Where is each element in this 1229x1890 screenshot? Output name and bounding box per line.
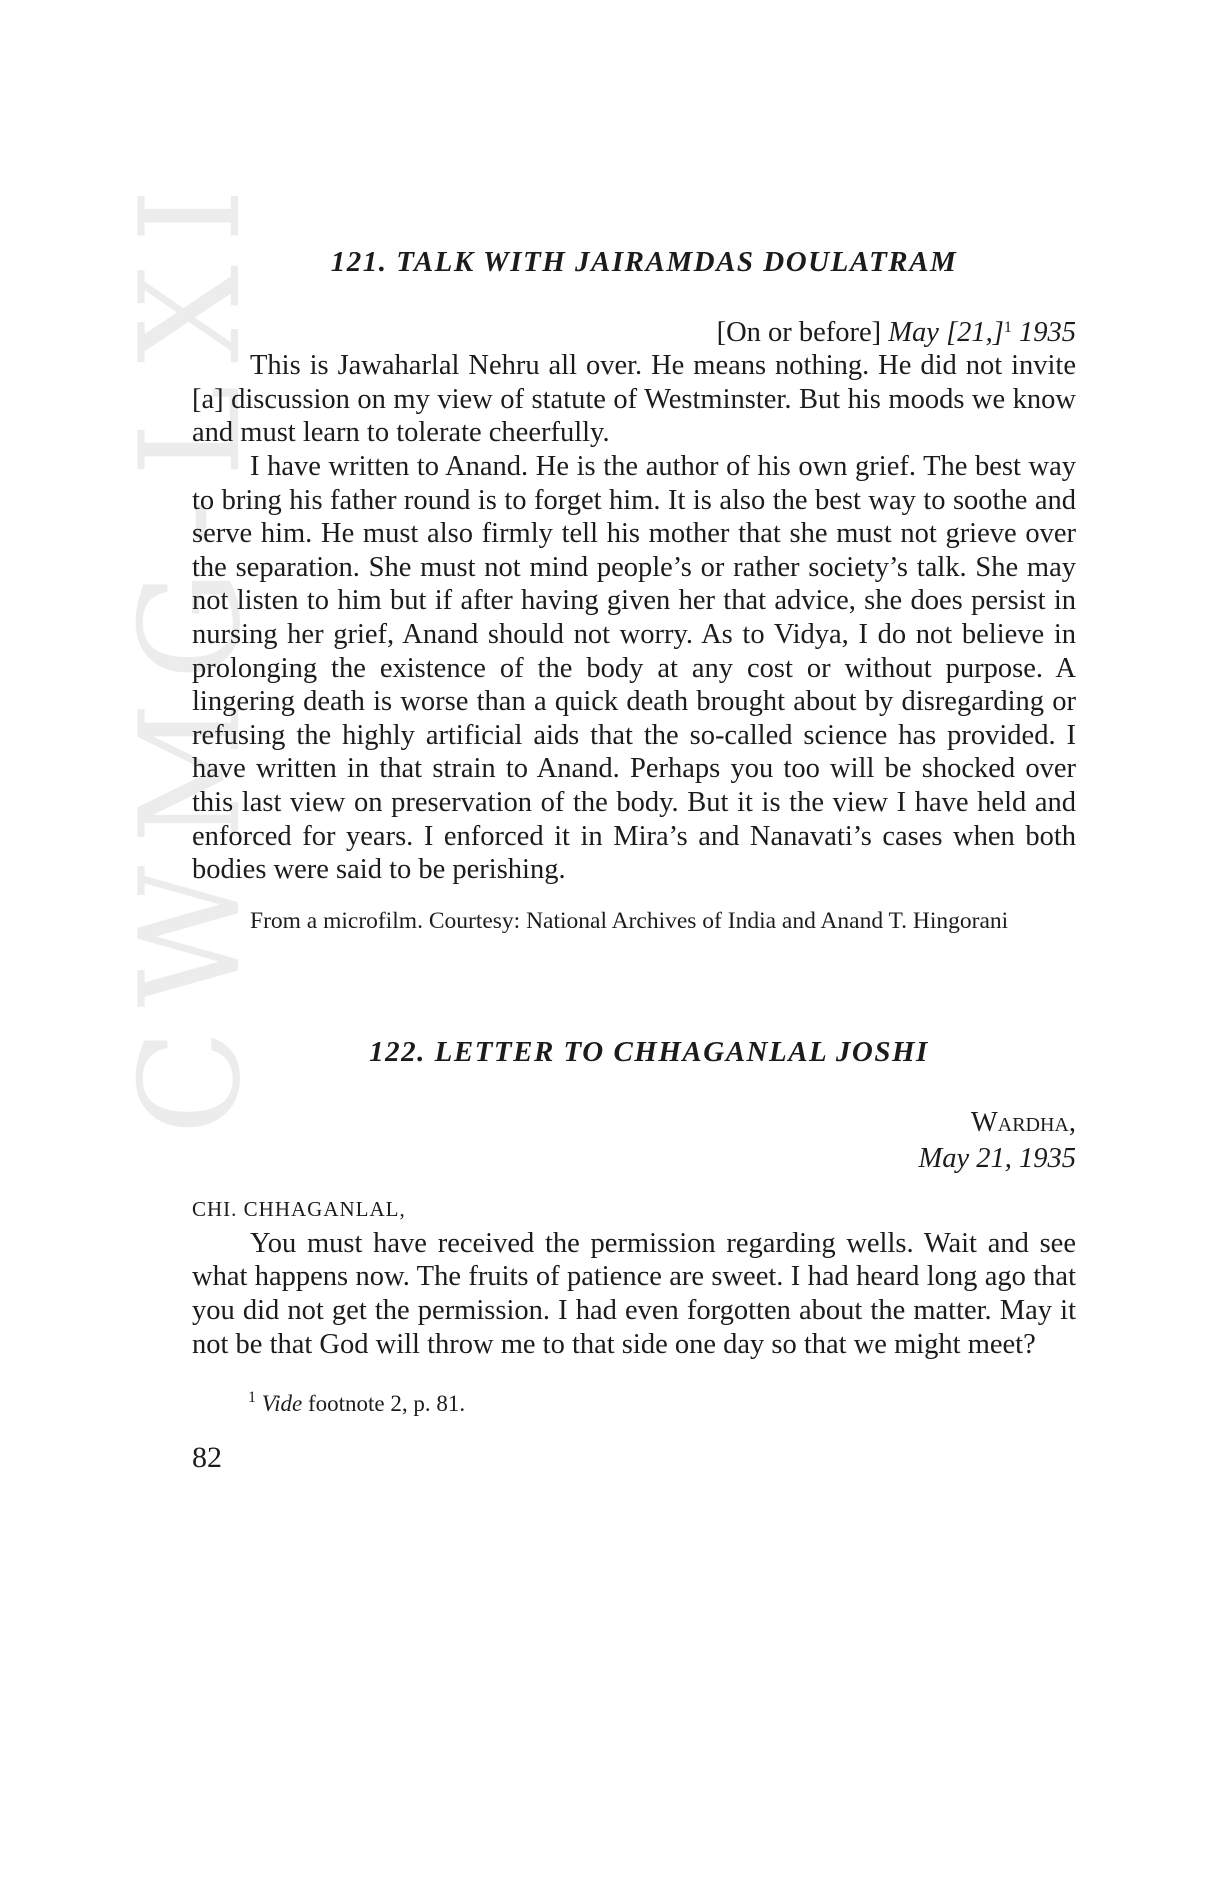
- section-121: [192, 246, 1076, 938]
- section-122: [192, 1036, 1076, 1362]
- section-heading: 121. TALK WITH JAIRAMDAS DOULATRAM: [330, 246, 958, 278]
- paragraph: You must have received the permission regarding wells. Wait and see what happens now. The fruits of patience are sweet. I had heard long ago that you did not get the permission. I had even forgotten about the matter. May it not be that God will throw me to that side one day so that we might meet?: [192, 1227, 1076, 1360]
- footnote-ref: 1: [1003, 318, 1012, 336]
- letter-date: May 21, 1935: [918, 1143, 1076, 1175]
- footnote-vide: Vide: [261, 1391, 303, 1417]
- dateline: [192, 316, 1076, 350]
- footnote-marker: 1: [248, 1389, 256, 1407]
- paragraph: This is Jawaharlal Nehru all over. He means nothing. He did not invite [a] discussion on my view of statute of Westminster. But his moods we know and must learn to tolerate cheerfully.: [192, 350, 1076, 449]
- page-content: [192, 246, 1076, 1474]
- page-number: 82: [192, 1440, 222, 1474]
- watermark: CWMG-LXI: [110, 166, 271, 1135]
- date-prefix: [On or before]: [716, 316, 889, 348]
- letter-place-date: [192, 1105, 1076, 1177]
- salutation: CHI. CHHAGANLAL,: [192, 1197, 406, 1222]
- date-month: May: [888, 316, 939, 348]
- date-year: 1935: [1011, 316, 1076, 348]
- footnote: [192, 1387, 1076, 1421]
- section-heading: 122. LETTER TO CHHAGANLAL JOSHI: [369, 1035, 929, 1068]
- paragraph: I have written to Anand. He is the author of his own grief. The best way to bring his father round is to forget him. It is also the best way to soothe and serve him. He must also firmly tell his mother that she must not grieve over the separation. She must not mind people’s or rather society’s talk. She may not listen to him but if after having given her that advice, she does persist in nursing her grief, Anand should not worry. As to Vidya, I do not believe in prolonging the existence of the body at any cost or without purpose. A lingering death is worse than a quick death brought about by disregarding or refusing the highly artificial aids that the so-called science has provided. I have written in that strain to Anand. Perhaps you too will be shocked over this last view on preservation of the body. But it is the view I have held and enforced for years. I enforced it in Mira’s and Nanavati’s cases when both bodies were said to be perishing.: [192, 450, 1076, 886]
- date-day: [21,]: [938, 316, 1004, 348]
- source-note: From a microfilm. Courtesy: National Archives of India and Anand T. Hingorani: [250, 907, 1009, 934]
- letter-place: Wardha,: [970, 1107, 1076, 1139]
- footnote-text: footnote 2, p. 81.: [302, 1391, 466, 1417]
